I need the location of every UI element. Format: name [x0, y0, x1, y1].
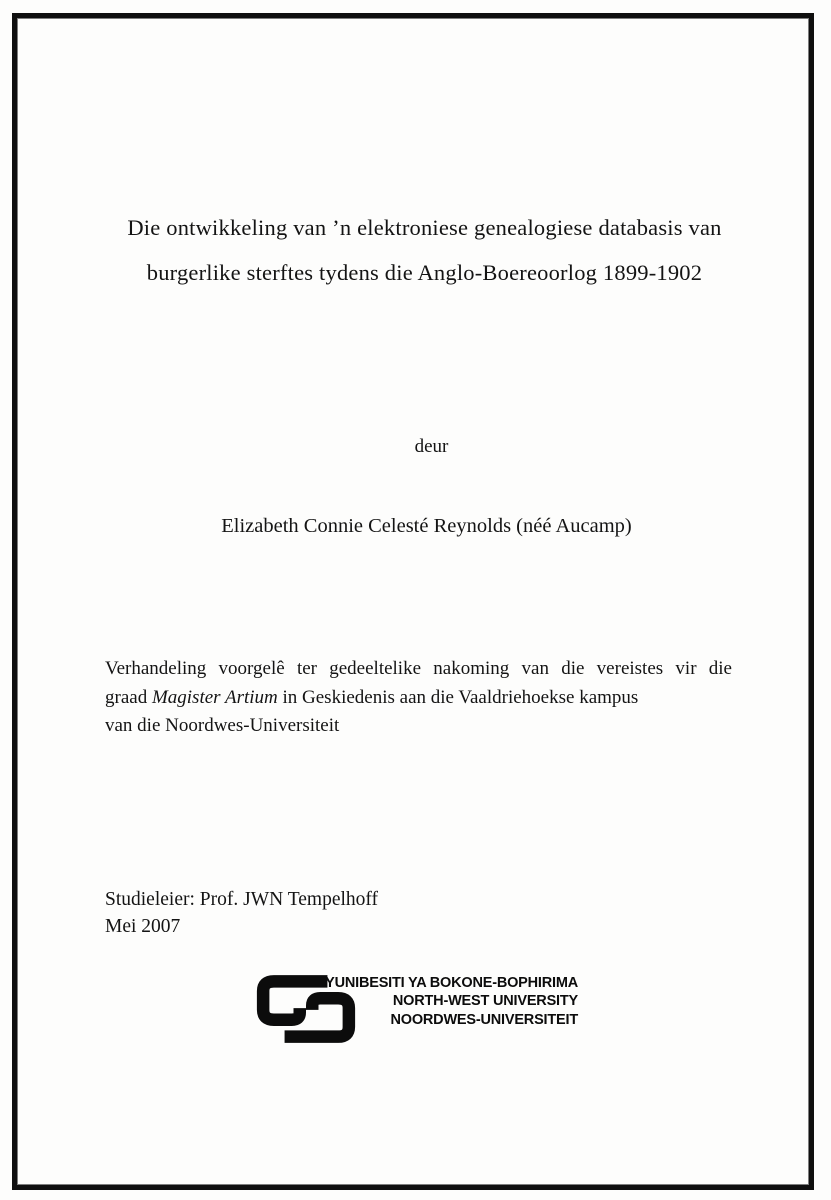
- university-logo-text: [296, 974, 578, 1029]
- degree-statement-line-3: van die Noordwes-Universiteit: [105, 715, 340, 737]
- degree-name-italic: Magister Artium: [151, 686, 278, 708]
- logo-text-line-2: NORTH-WEST UNIVERSITY: [392, 993, 578, 1010]
- byline-deur: deur: [414, 436, 449, 457]
- degree-statement-line-1: Verhandeling voorgelê ter gedeeltelike nakoming van die vereistes vir die: [105, 658, 732, 679]
- university-logo: [256, 971, 578, 1051]
- supervisor-line: Studieleier: Prof. JWN Tempelhoff: [105, 889, 379, 910]
- supervisor-block: [105, 886, 378, 940]
- thesis-title-line-1: Die ontwikkeling van ’n elektroniese genealogiese databasis van: [127, 215, 722, 240]
- logo-text-line-1: YUNIBESITI YA BOKONE-BOPHIRIMA: [325, 975, 578, 991]
- thesis-title: [88, 205, 761, 295]
- degree-statement-line-2-prefix: graad: [105, 686, 152, 708]
- degree-statement-line-2: [105, 684, 732, 713]
- degree-statement-line-2-suffix: in Geskiedenis aan die Vaaldriehoekse kampus: [277, 686, 639, 708]
- date-line: Mei 2007: [105, 916, 181, 937]
- author-name: Elizabeth Connie Celesté Reynolds (néé Aucamp): [221, 515, 632, 537]
- logo-text-line-3: NOORDWES-UNIVERSITEIT: [390, 1011, 578, 1028]
- degree-statement: [105, 655, 732, 741]
- thesis-title-line-2: burgerlike sterftes tydens die Anglo-Boereoorlog 1899-1902: [146, 260, 703, 285]
